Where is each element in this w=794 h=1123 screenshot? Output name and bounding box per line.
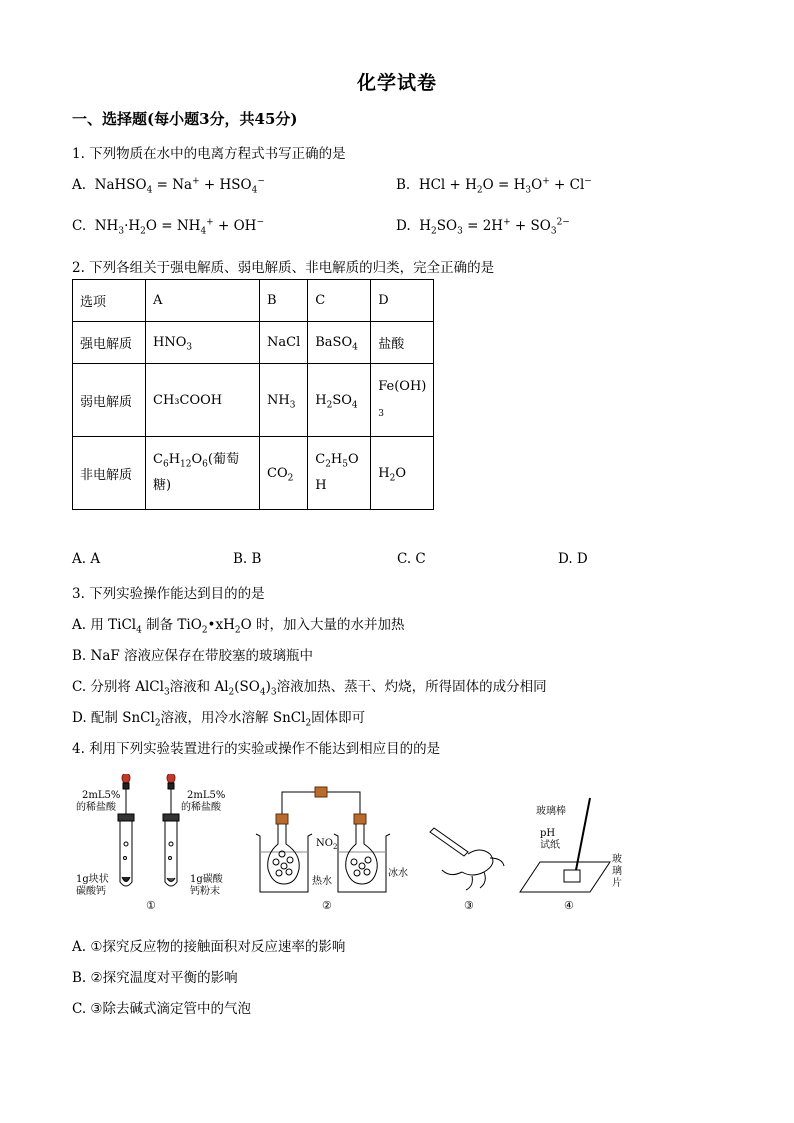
- q1-d-sub: 3: [550, 226, 557, 237]
- q3-option-a[interactable]: [72, 613, 405, 636]
- cell-sub: 5: [342, 459, 348, 470]
- test-tube-icon: [118, 814, 134, 886]
- opt-text: (SO: [234, 679, 260, 695]
- glass-rod-icon: [576, 798, 590, 870]
- cell-text: 糖): [153, 478, 172, 493]
- glass-plate-label: 璃: [612, 866, 622, 877]
- q2-option-a[interactable]: A. A: [72, 551, 101, 567]
- row-label: 强电解质: [73, 322, 146, 364]
- cell-sub: 3: [378, 408, 384, 419]
- table-cell: [371, 364, 434, 437]
- table-row: [73, 437, 434, 510]
- opt-sub: 4: [259, 687, 266, 698]
- label-4: ④: [564, 899, 574, 912]
- q1-c-sub: 4: [200, 226, 207, 237]
- ice-water-label: 冰水: [388, 868, 408, 879]
- opt-text: ): [265, 679, 271, 695]
- table-cell: [371, 437, 434, 510]
- q3-stem: 3. 下列实验操作能达到目的的是: [72, 586, 265, 602]
- cell-text: NH: [267, 392, 290, 408]
- tube1-top-label: 的稀盐酸: [76, 802, 116, 813]
- q1-d-t: = 2H: [462, 218, 504, 234]
- ph-paper-label: pH: [540, 828, 556, 839]
- dropper-icon: [167, 774, 175, 814]
- q1-b-sup: −: [584, 176, 592, 187]
- no2-label: [316, 838, 337, 851]
- q1-a-sup: −: [257, 176, 265, 187]
- q1-d-t: + SO: [510, 218, 551, 234]
- tube2-top-label: 的稀盐酸: [181, 802, 221, 813]
- apparatus-3: [430, 828, 504, 890]
- cell-sub: 2: [389, 473, 396, 484]
- q1-b-t: + Cl: [549, 177, 585, 193]
- burette-icon: [430, 828, 468, 856]
- table-cell: [308, 437, 371, 510]
- cell-text: SO: [332, 392, 352, 408]
- cell-text: H: [315, 392, 327, 408]
- test-tube-icon: [163, 814, 179, 886]
- q1-a-sup: +: [192, 176, 200, 187]
- table-cell: NaCl: [260, 322, 308, 364]
- q1-b-t: HCl + H: [418, 177, 477, 193]
- no2-text: NO: [316, 838, 333, 849]
- cell-text: H: [378, 465, 390, 481]
- table-cell: [308, 322, 371, 364]
- cell-sub: 4: [351, 400, 358, 411]
- hot-water-label: 热水: [312, 876, 332, 887]
- dropper-icon: [122, 774, 130, 814]
- cell-sub: 6: [202, 459, 208, 470]
- q1-b-t: O = H: [482, 177, 526, 193]
- row-label: 非电解质: [73, 437, 146, 510]
- q1-b-sub: 3: [525, 185, 532, 196]
- cell-text: HNO: [153, 335, 187, 350]
- cell-sub: 2: [287, 473, 294, 484]
- opt-sub: 3: [270, 687, 277, 698]
- opt-sub: 2: [154, 718, 161, 729]
- q1-stem: 1. 下列物质在水中的电离方程式书写正确的是: [72, 146, 346, 162]
- table-header-cell: 选项: [73, 280, 146, 322]
- opt-text: D. 配制 SnCl: [72, 710, 155, 726]
- flask-icon: [268, 824, 300, 884]
- glass-plate-label: 玻: [612, 854, 622, 865]
- q1-c-sub: 2: [140, 226, 146, 237]
- q1-a-t: NaHSO: [94, 177, 147, 193]
- opt-sub: 2: [234, 625, 241, 636]
- page-title: 化学试卷: [356, 72, 437, 94]
- q1-option-a[interactable]: [72, 176, 265, 196]
- q1-c-sub: 3: [118, 226, 125, 237]
- q1-c-t: + OH: [213, 218, 257, 234]
- opt-text: 溶液和 Al: [169, 679, 229, 695]
- q1-b-sup: +: [542, 176, 550, 187]
- opt-sub: 3: [163, 687, 170, 698]
- q1-d-sup: 2−: [556, 217, 570, 228]
- q1-option-b[interactable]: [396, 176, 592, 196]
- q1-d-letter: D.: [396, 218, 411, 234]
- opt-sub: 2: [201, 625, 208, 636]
- opt-text: C. 分别将 AlCl: [72, 679, 164, 695]
- q2-option-b[interactable]: B. B: [233, 551, 262, 567]
- cell-text: C: [315, 452, 326, 467]
- glass-plate-label: 片: [612, 878, 622, 889]
- q2-stem: 2. 下列各组关于强电解质、弱电解质、非电解质的归类，完全正确的是: [72, 260, 495, 276]
- table-cell: [260, 437, 308, 510]
- q1-c-t: O = NH: [145, 218, 201, 234]
- q2-option-d[interactable]: D. D: [558, 551, 588, 567]
- ph-paper-label: 试纸: [540, 840, 560, 851]
- cell-sub: 3: [186, 342, 193, 353]
- q1-b-sub: 2: [476, 185, 483, 196]
- cell-text: O: [348, 452, 359, 467]
- table-header-cell: C: [308, 280, 371, 322]
- tube1-bottom-label: 碳酸钙: [76, 886, 106, 897]
- tube2-bottom-label: 1g碳酸: [190, 874, 223, 885]
- row-label: 弱电解质: [73, 364, 146, 437]
- q1-d-sup: +: [503, 217, 511, 228]
- cell-sub: 6: [162, 459, 169, 470]
- table-cell: [146, 322, 260, 364]
- cell-text: H: [168, 452, 181, 467]
- q1-a-sub: 4: [251, 185, 258, 196]
- apparatus-figure: [70, 774, 630, 914]
- apparatus-1: [118, 774, 179, 886]
- q2-option-c[interactable]: C. C: [397, 551, 426, 567]
- q1-option-c[interactable]: [72, 217, 265, 237]
- opt-sub: 2: [228, 687, 235, 698]
- opt-text: 溶液，用冷水溶解 SnCl: [160, 710, 306, 726]
- q1-c-t: NH: [94, 218, 119, 234]
- tube2-top-label: 2mL5%: [187, 790, 226, 801]
- q1-a-letter: A.: [72, 177, 87, 193]
- opt-text: A. 用 TiCl: [72, 617, 137, 633]
- q1-c-letter: C.: [72, 218, 87, 234]
- electrolyte-table: [72, 279, 434, 510]
- cell-text: Fe(OH): [378, 378, 427, 394]
- flask-icon: [346, 824, 378, 884]
- table-row: [73, 364, 434, 437]
- cell-sub: 3: [289, 400, 296, 411]
- q1-d-sub: 3: [457, 226, 463, 237]
- tube1-top-label: 2mL5%: [82, 790, 121, 801]
- table-header-cell: B: [260, 280, 308, 322]
- glass-plate-icon: [520, 862, 610, 892]
- q4-option-c[interactable]: C. ③除去碱式滴定管中的气泡: [72, 1001, 252, 1017]
- q1-d-sub: 2: [431, 226, 437, 237]
- table-header-row: [73, 280, 434, 322]
- q1-d-t: H: [419, 218, 432, 234]
- opt-text: •xH: [207, 617, 235, 633]
- opt-text: 溶液加热、蒸干、灼烧，所得固体的成分相同: [276, 679, 547, 695]
- cell-text: H: [330, 452, 343, 467]
- tube1-bottom-label: 1g块状: [76, 874, 109, 885]
- cell-sub: 4: [352, 342, 358, 353]
- tube2-bottom-label: 钙粉末: [190, 886, 220, 897]
- label-3: ③: [464, 899, 474, 912]
- glass-rod-label: 玻璃棒: [536, 806, 566, 817]
- table-cell: [146, 437, 260, 510]
- q4-option-a[interactable]: A. ①探究反应物的接触面积对反应速率的影响: [72, 939, 346, 955]
- table-cell: CH₃COOH: [146, 364, 260, 437]
- hand-icon: [442, 850, 504, 890]
- table-row: [73, 322, 434, 364]
- q4-stem: 4. 利用下列实验装置进行的实验或操作不能达到相应目的的是: [72, 741, 441, 757]
- q1-d-t: SO: [436, 218, 458, 234]
- q3-option-c[interactable]: [72, 675, 547, 698]
- table-header-cell: D: [371, 280, 434, 322]
- q4-option-b[interactable]: B. ②探究温度对平衡的影响: [72, 970, 238, 986]
- label-2: ②: [322, 899, 332, 912]
- table-cell: [308, 364, 371, 437]
- table-header-cell: A: [146, 280, 260, 322]
- table-cell: [260, 364, 308, 437]
- cell-text: H: [315, 478, 327, 493]
- q1-a-sub: 4: [146, 185, 153, 196]
- table-cell: 盐酸: [371, 322, 434, 364]
- q3-option-d[interactable]: [72, 706, 366, 729]
- cell-sub: 2: [325, 459, 331, 470]
- q1-a-t: + HSO: [199, 177, 252, 193]
- cell-text: BaSO: [315, 335, 353, 350]
- q1-a-t: = Na: [152, 177, 193, 193]
- cell-sub: 12: [180, 459, 192, 470]
- q1-b-t: O: [531, 177, 543, 193]
- q1-b-letter: B.: [396, 177, 411, 193]
- opt-sub: 2: [305, 718, 312, 729]
- label-1: ①: [146, 899, 156, 912]
- cell-sub: 2: [326, 400, 333, 411]
- cell-text: O: [191, 452, 203, 467]
- cell-text: CO: [267, 465, 288, 481]
- q1-c-sup: +: [206, 217, 214, 228]
- cell-text: O: [395, 465, 406, 481]
- ph-paper-icon: [564, 870, 580, 882]
- opt-sub: 4: [136, 625, 142, 636]
- q3-option-b[interactable]: B. NaF 溶液应保存在带胶塞的玻璃瓶中: [72, 648, 314, 664]
- q1-c-sup: −: [256, 217, 265, 228]
- no2-sub: 2: [332, 843, 338, 851]
- opt-text: O 时，加入大量的水并加热: [240, 617, 405, 633]
- cell-text: C: [153, 452, 163, 467]
- q1-option-d[interactable]: [396, 217, 570, 237]
- opt-text: 固体即可: [311, 710, 366, 726]
- cell-text: (葡萄: [207, 452, 239, 467]
- section-heading: 一、选择题(每小题3分，共45分): [72, 110, 298, 128]
- q1-c-t: ·H: [124, 218, 141, 234]
- opt-text: 制备 TiO: [141, 617, 202, 633]
